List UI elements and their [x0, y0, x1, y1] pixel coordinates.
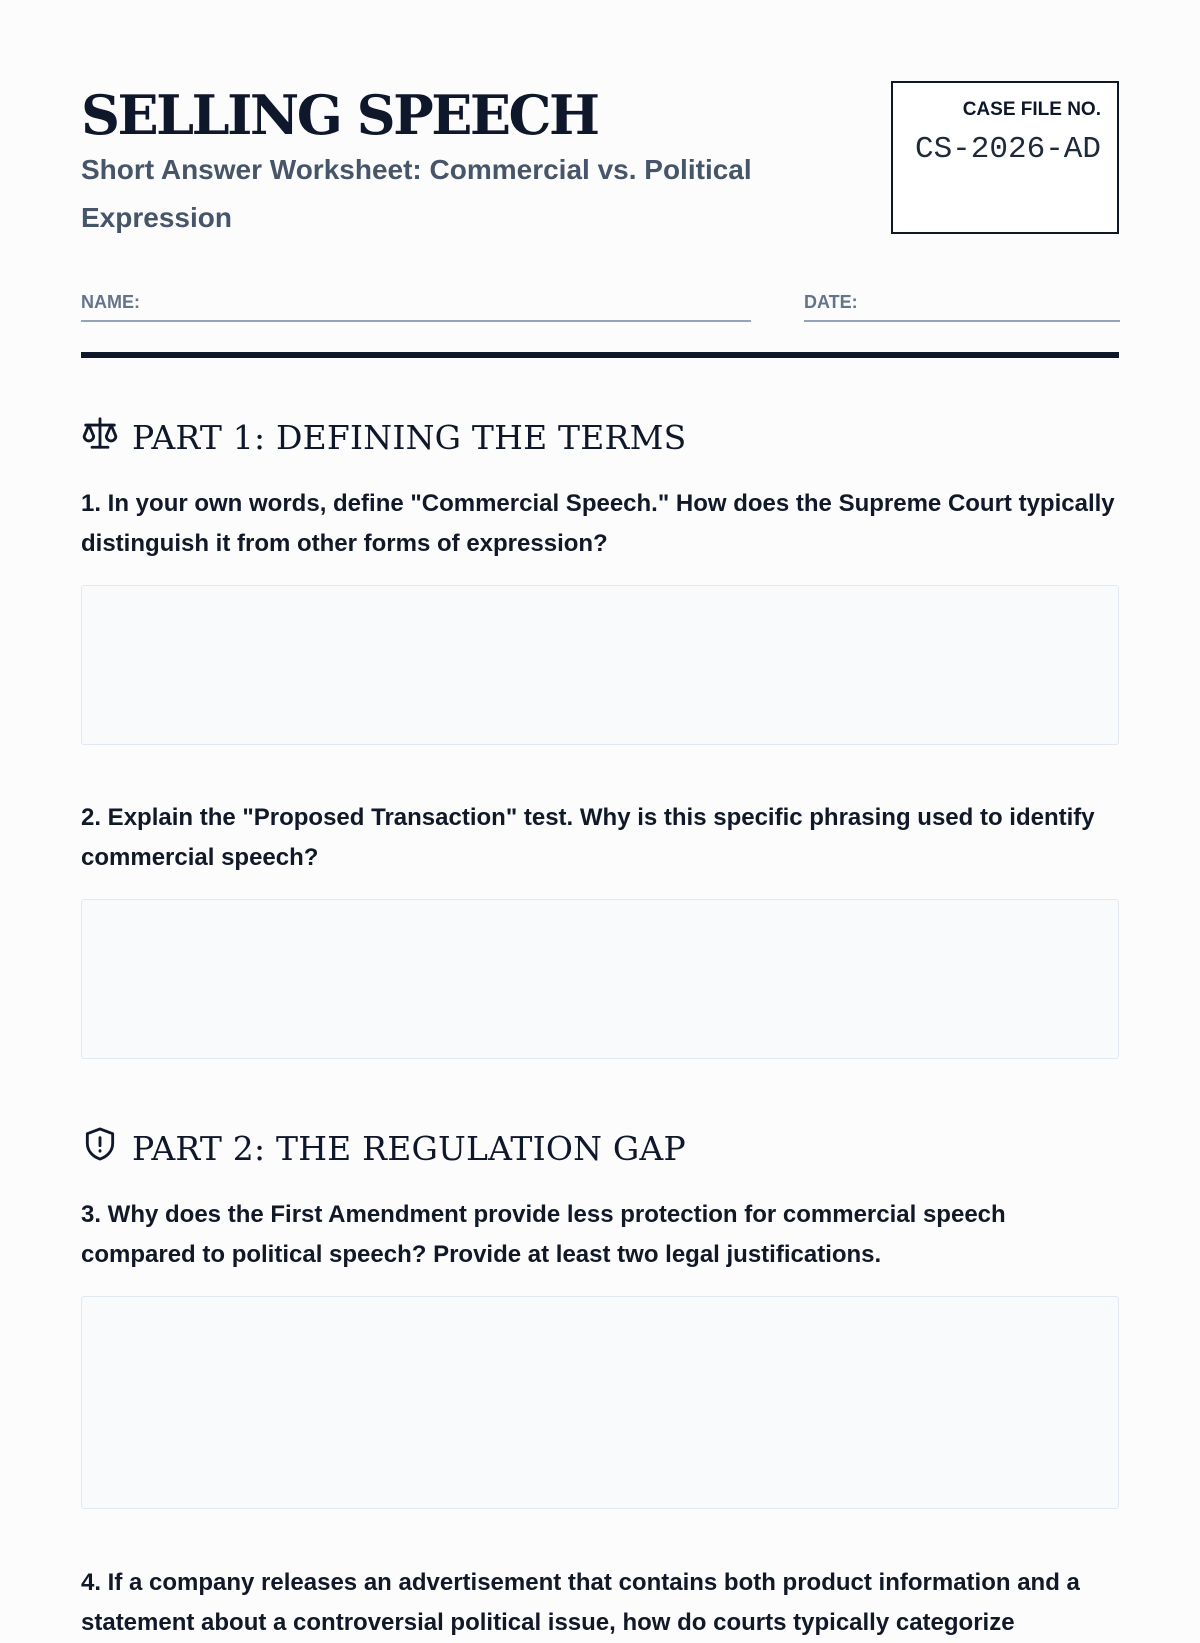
worksheet-header [81, 0, 1119, 245]
case-file-box [891, 81, 1119, 234]
answer-box-1[interactable] [81, 585, 1119, 745]
question-2: 2. Explain the "Proposed Transaction" test. Why is this specific phrasing used to identify commercial speech? [81, 804, 1095, 871]
scale-icon [81, 414, 119, 460]
part1-heading [81, 414, 1119, 460]
worksheet-title: SELLING SPEECH [81, 83, 598, 147]
name-field[interactable] [81, 290, 751, 322]
worksheet-subtitle: Short Answer Worksheet: Commercial vs. Political Expression [81, 154, 752, 233]
part2-heading-text: PART 2: THE REGULATION GAP [132, 1128, 686, 1168]
date-field[interactable] [804, 290, 1120, 322]
question-4: 4. If a company releases an advertisement that contains both product information and a statement about a controversial political issue, how do courts typically categorize [81, 1569, 1080, 1636]
date-label: DATE: [804, 292, 858, 312]
header-divider [81, 352, 1119, 358]
part1-section [81, 414, 1119, 1059]
student-info-fields [81, 245, 1119, 325]
name-label: NAME: [81, 292, 140, 312]
case-file-number: CS-2026-AD [914, 132, 1101, 167]
shield-alert-icon [81, 1125, 119, 1171]
part2-section [81, 1125, 1119, 1643]
case-file-label: CASE FILE NO. [962, 99, 1101, 120]
answer-box-2[interactable] [81, 899, 1119, 1059]
part2-heading [81, 1125, 1119, 1171]
answer-box-3[interactable] [81, 1296, 1119, 1509]
question-3: 3. Why does the First Amendment provide less protection for commercial speech compared to political speech? Provide at least two legal justifications. [81, 1201, 1006, 1268]
part1-heading-text: PART 1: DEFINING THE TERMS [132, 417, 687, 457]
question-1: 1. In your own words, define "Commercial Speech." How does the Supreme Court typically distinguish it from other forms of expression? [81, 490, 1115, 557]
